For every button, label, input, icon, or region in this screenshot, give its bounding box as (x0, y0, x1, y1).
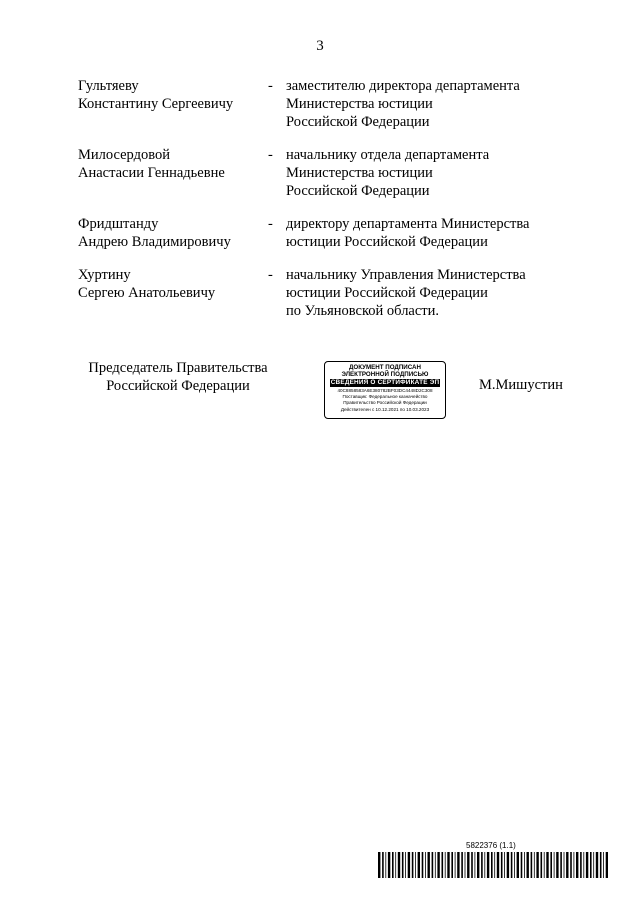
appointee-position (286, 215, 576, 251)
position-line: юстиции Российской Федерации (286, 234, 488, 250)
name-line: Милосердовой (78, 147, 170, 163)
signatory-title (78, 359, 278, 395)
separator-dash: - (268, 267, 273, 283)
separator-dash: - (268, 216, 273, 232)
stamp-owner: Правительство Российской Федерации (343, 400, 427, 406)
position-line: по Ульяновской области. (286, 303, 440, 319)
position-line: начальнику отдела департамента (286, 147, 490, 163)
position-line: Министерства юстиции (286, 96, 433, 112)
name-line: Хуртину (78, 267, 131, 283)
signatory-title-line: Председатель Правительства (88, 360, 268, 376)
name-line: Андрею Владимировичу (78, 234, 231, 250)
signer-name: М.Мишустин (479, 377, 563, 393)
barcode-caption: 5822376 (1.1) (466, 841, 516, 850)
document-barcode (378, 841, 608, 879)
appointee-name (78, 77, 268, 113)
signatory-title-line: Российской Федерации (106, 378, 250, 394)
appointee-name (78, 215, 268, 251)
page-number: 3 (316, 38, 324, 54)
stamp-serial: 40C8858583A6E380782BF03DC4448D2C308 (337, 388, 433, 393)
position-line: начальнику Управления Министерства (286, 267, 526, 283)
name-line: Гультяеву (78, 78, 139, 94)
name-line: Сергею Анатольевичу (78, 285, 216, 301)
stamp-validity: Действителен с 10.12.2021 по 10.03.2023 (340, 406, 430, 412)
barcode-icon (378, 852, 608, 878)
position-line: Российской Федерации (286, 183, 430, 199)
stamp-line: ЭЛЕКТРОННОЙ ПОДПИСЬЮ (341, 371, 429, 378)
name-line: Фридштанду (78, 216, 159, 232)
electronic-signature-stamp (324, 361, 446, 419)
position-line: юстиции Российской Федерации (286, 285, 488, 301)
position-line: Министерства юстиции (286, 165, 433, 181)
separator-dash: - (268, 147, 273, 163)
position-line: директору департамента Министерства (286, 216, 530, 232)
name-line: Константину Сергеевичу (78, 96, 234, 112)
separator-dash: - (268, 78, 273, 94)
position-line: заместителю директора департамента (286, 78, 520, 94)
appointee-position (286, 266, 576, 320)
appointee-position (286, 77, 576, 131)
stamp-line: ДОКУМЕНТ ПОДПИСАН (349, 364, 421, 371)
appointee-name (78, 266, 268, 302)
stamp-issuer: Поставщик: Федеральное казначейство (342, 394, 428, 400)
stamp-header: СВЕДЕНИЯ О СЕРТИФИКАТЕ ЭП (330, 379, 440, 386)
position-line: Российской Федерации (286, 114, 430, 130)
name-line: Анастасии Геннадьевне (78, 165, 225, 181)
appointee-name (78, 146, 268, 182)
appointee-position (286, 146, 576, 200)
